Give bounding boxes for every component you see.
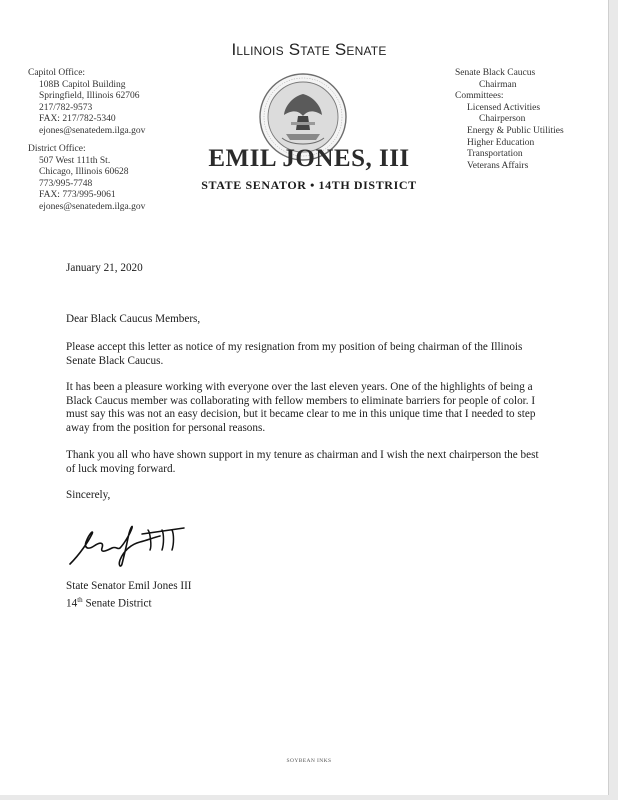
paragraph-3: Thank you all who have shown support in my tenure as chairman and I wish the next chairperson the best of luck moving forward.	[66, 449, 539, 475]
signer-name: State Senator Emil Jones III	[66, 580, 192, 592]
district-number: 14	[66, 597, 78, 610]
committees-block	[455, 68, 564, 172]
senator-name: EMIL JONES, III	[208, 145, 410, 172]
committee-licensed-activities: Licensed Activities	[467, 102, 541, 113]
committee-higher-education: Higher Education	[467, 137, 535, 148]
capitol-office-heading: Capitol Office:	[28, 68, 86, 78]
footer-soybean-inks: SOYBEAN INKS	[286, 758, 332, 764]
committees-heading: Committees:	[455, 91, 504, 102]
district-office-block	[28, 144, 145, 214]
district-fax: FAX: 773/995-9061	[39, 190, 116, 201]
salutation: Dear Black Caucus Members,	[66, 313, 201, 325]
closing: Sincerely,	[66, 489, 111, 501]
capitol-email: ejones@senatedem.ilga.gov	[39, 125, 146, 136]
paragraph-1: Please accept this letter as notice of my resignation from my position of being chairman of the Illinois Senate Black Caucus.	[66, 341, 523, 367]
signer-district	[66, 594, 152, 611]
capitol-fax: FAX: 217/782-5340	[39, 114, 116, 125]
capitol-office-block	[28, 68, 145, 138]
senator-subtitle: STATE SENATOR • 14TH DISTRICT	[201, 178, 417, 192]
committee-transportation: Transportation	[467, 149, 523, 160]
district-ordinal-suffix: th	[77, 596, 83, 604]
committee-licensed-activities-role: Chairperson	[479, 114, 526, 125]
capitol-phone: 217/782-9573	[39, 102, 93, 113]
district-email: ejones@senatedem.ilga.gov	[39, 201, 146, 212]
district-phone: 773/995-7748	[39, 178, 93, 189]
capitol-address-line: 108B Capitol Building	[39, 79, 126, 90]
district-office-heading: District Office:	[28, 144, 86, 154]
paragraph-2: It has been a pleasure working with everyone over the last eleven years. One of the highlights of being a Black Caucus member was collaborating with fellow members to eliminate barriers for people of color. I must say this was not an easy decision, but it became clear to me in this unique time that I needed to step away from the position for personal reasons.	[66, 381, 536, 434]
letter-date: January 21, 2020	[66, 262, 143, 274]
committee-veterans: Veterans Affairs	[467, 160, 529, 171]
district-address-line: 507 West 111th St.	[39, 155, 111, 166]
caucus-name: Senate Black Caucus	[455, 68, 536, 78]
capitol-city-line: Springfield, Illinois 62706	[39, 91, 140, 102]
district-city-line: Chicago, Illinois 60628	[39, 167, 129, 178]
handwritten-signature	[66, 520, 206, 570]
senate-title: Illinois State Senate	[231, 40, 387, 59]
caucus-role: Chairman	[479, 79, 517, 90]
district-label: Senate District	[82, 597, 152, 610]
committee-energy: Energy & Public Utilities	[467, 125, 564, 136]
